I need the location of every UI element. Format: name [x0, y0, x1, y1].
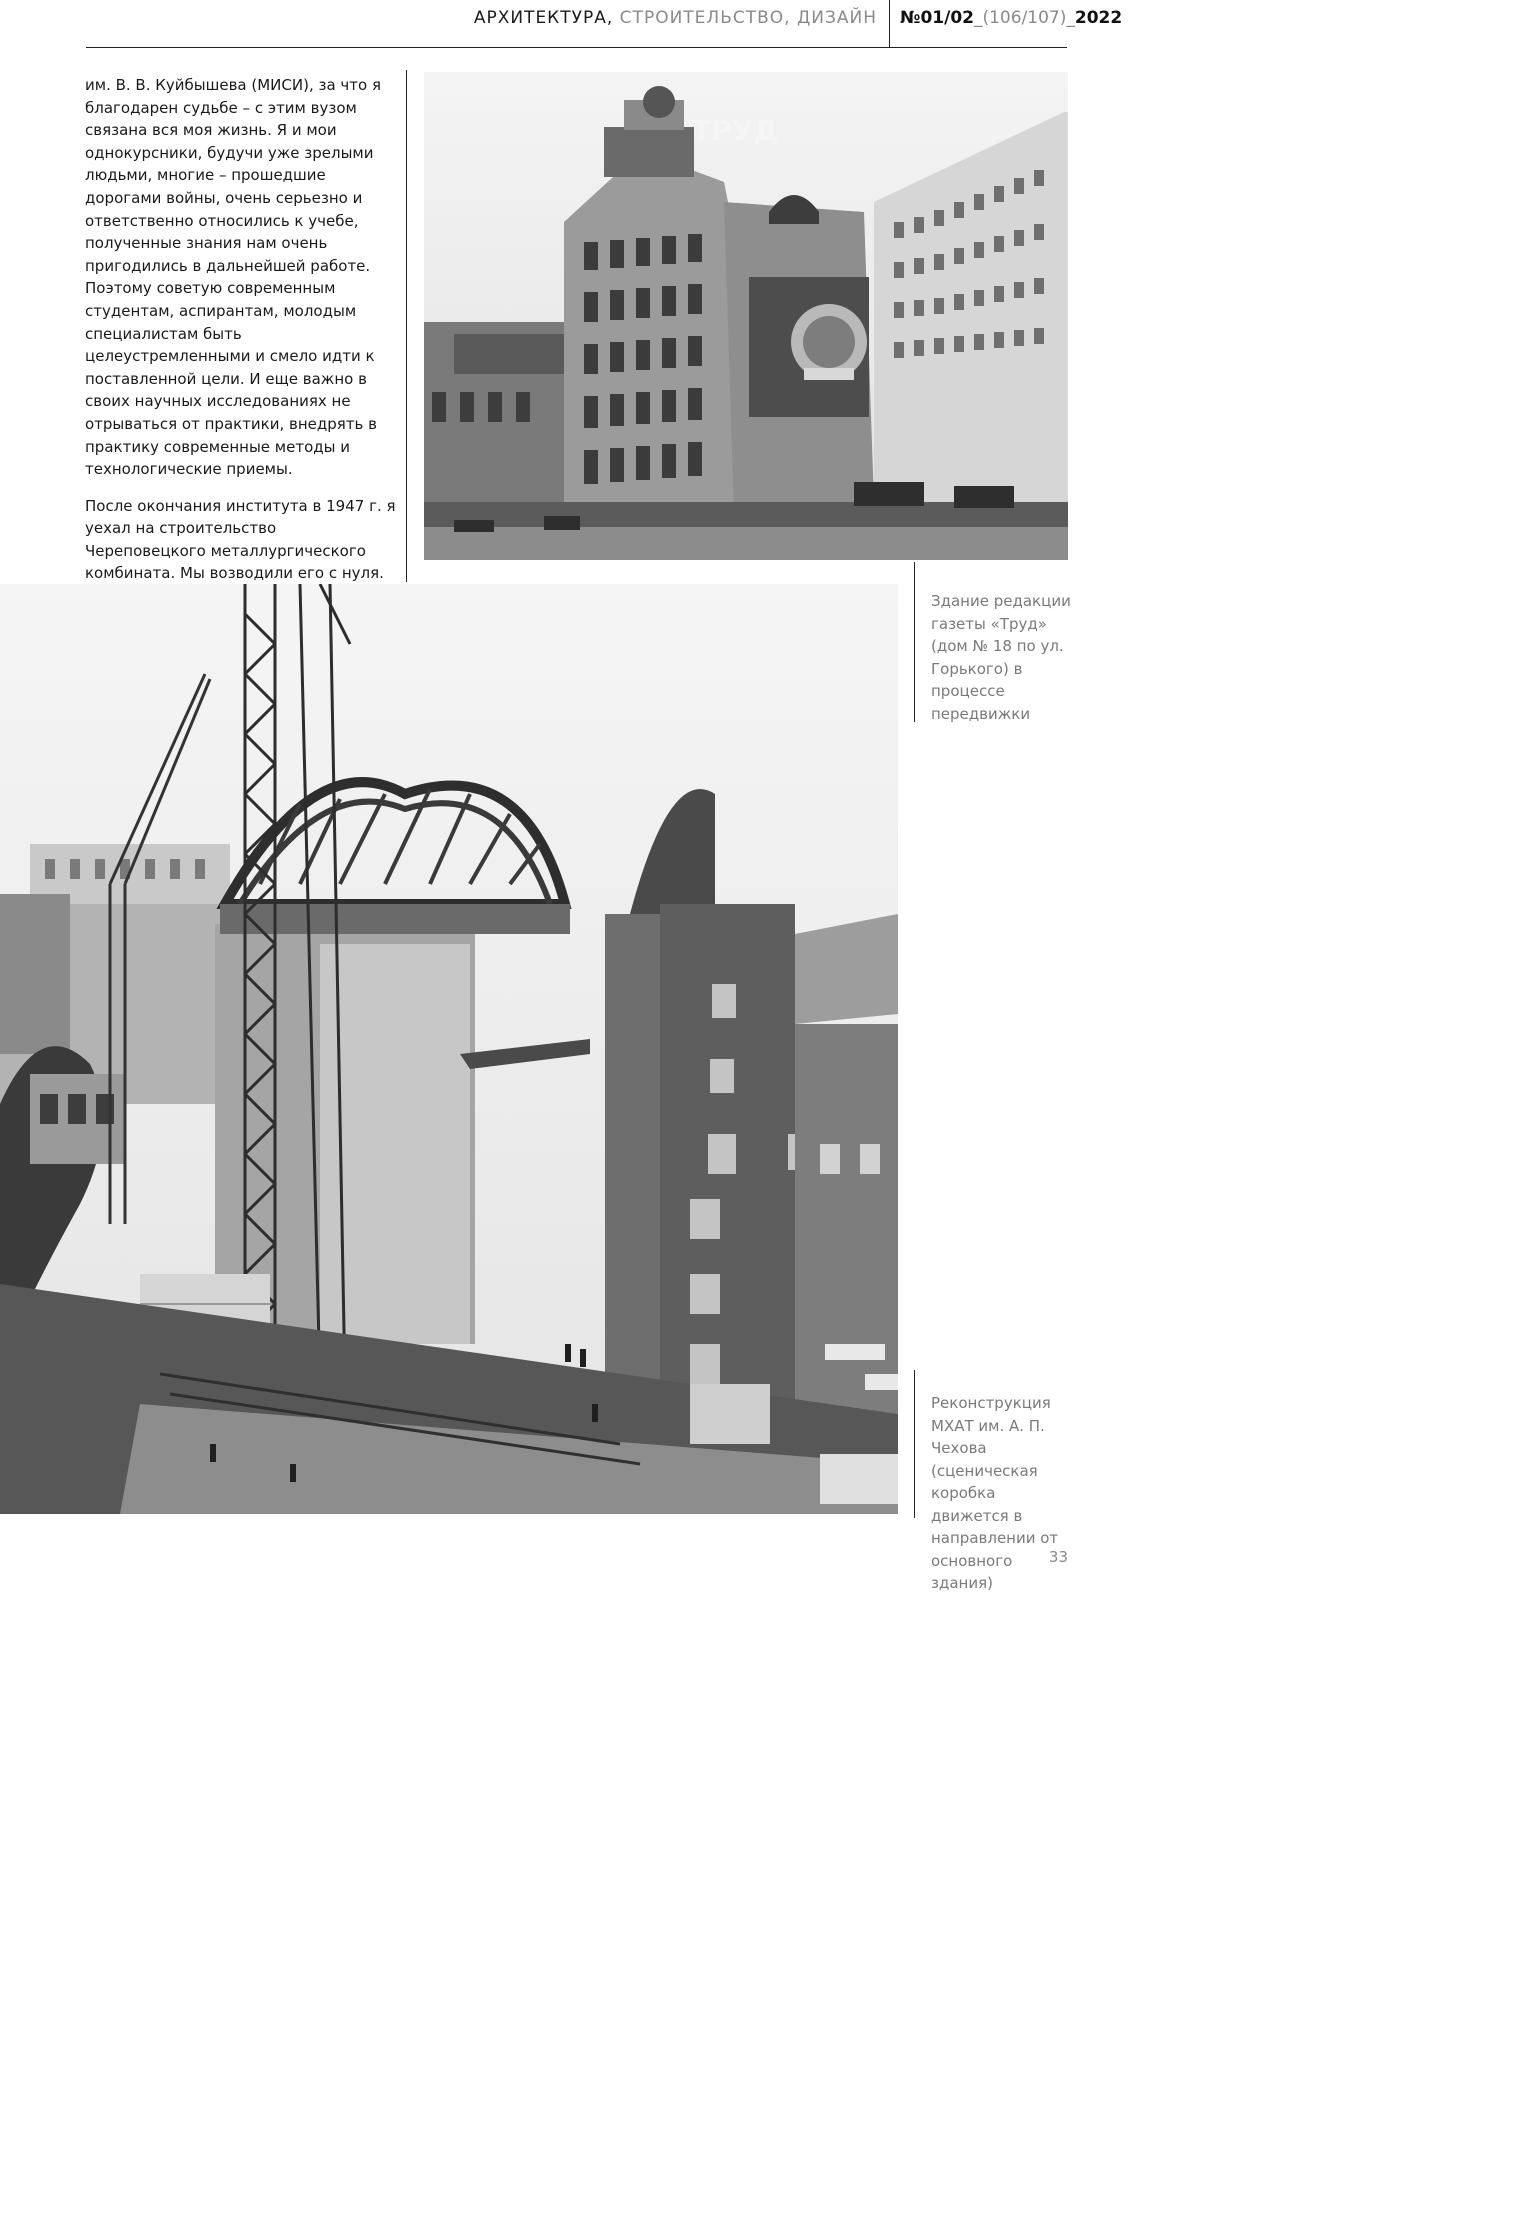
- caption-trud-building: Здание редакции газеты «Труд» (дом № 18 по ул. Горького) в процессе передвижки: [931, 592, 1071, 723]
- photo-mkhat-reconstruction: [0, 584, 898, 1514]
- page-number: 33: [1048, 1548, 1068, 1566]
- caption-top-rule: [914, 562, 915, 722]
- issue-number: [900, 8, 1122, 28]
- photo-trud-building: [424, 72, 1068, 560]
- trud-building-illustration: [424, 72, 1068, 560]
- header-divider: [889, 0, 890, 48]
- caption-mkhat-reconstruction: Реконструкция МХАТ им. А. П. Чехова (сценическая коробка движется в направлении от основного здания): [931, 1394, 1059, 1592]
- trud-sign-text: ТРУД: [692, 114, 779, 147]
- mkhat-reconstruction-illustration: [0, 584, 898, 1514]
- header-rule: [86, 47, 1067, 48]
- issue-number-total: _(106/107)_: [973, 8, 1075, 28]
- section-title-main: АРХИТЕКТУРА,: [473, 8, 614, 28]
- article-paragraph-2: После окончания института в 1947 г. я уехал на строительство Череповецкого металлургического комбината. Мы возводили его с нуля.: [85, 496, 396, 583]
- section-title-rest: СТРОИТЕЛЬСТВО, ДИЗАЙН: [613, 8, 877, 28]
- issue-number-prefix: №01/02: [900, 8, 974, 28]
- issue-year: 2022: [1074, 8, 1123, 28]
- column-rule: [406, 70, 407, 582]
- page-header: [0, 0, 1123, 50]
- article-paragraph-1: им. В. В. Куйбышева (МИСИ), за что я благодарен судьбе – с этим вузом связана вся моя жизнь. Я и мои однокурсники, будучи уже зрелыми людьми, многие – прошедшие дорогами войны, очень серьезно и ответственно относились к учебе, полученные знания нам очень пригодились в дальнейшей работе. Поэтому советую современным студентам, аспирантам, молодым специалистам быть целеустремленными и смело идти к поставленной цели. И еще важно в своих научных исследованиях не отрываться от практики, внедрять в практику современные методы и технологические приемы.: [85, 76, 381, 479]
- caption-bottom-rule: [914, 1370, 915, 1518]
- section-title: [474, 8, 877, 28]
